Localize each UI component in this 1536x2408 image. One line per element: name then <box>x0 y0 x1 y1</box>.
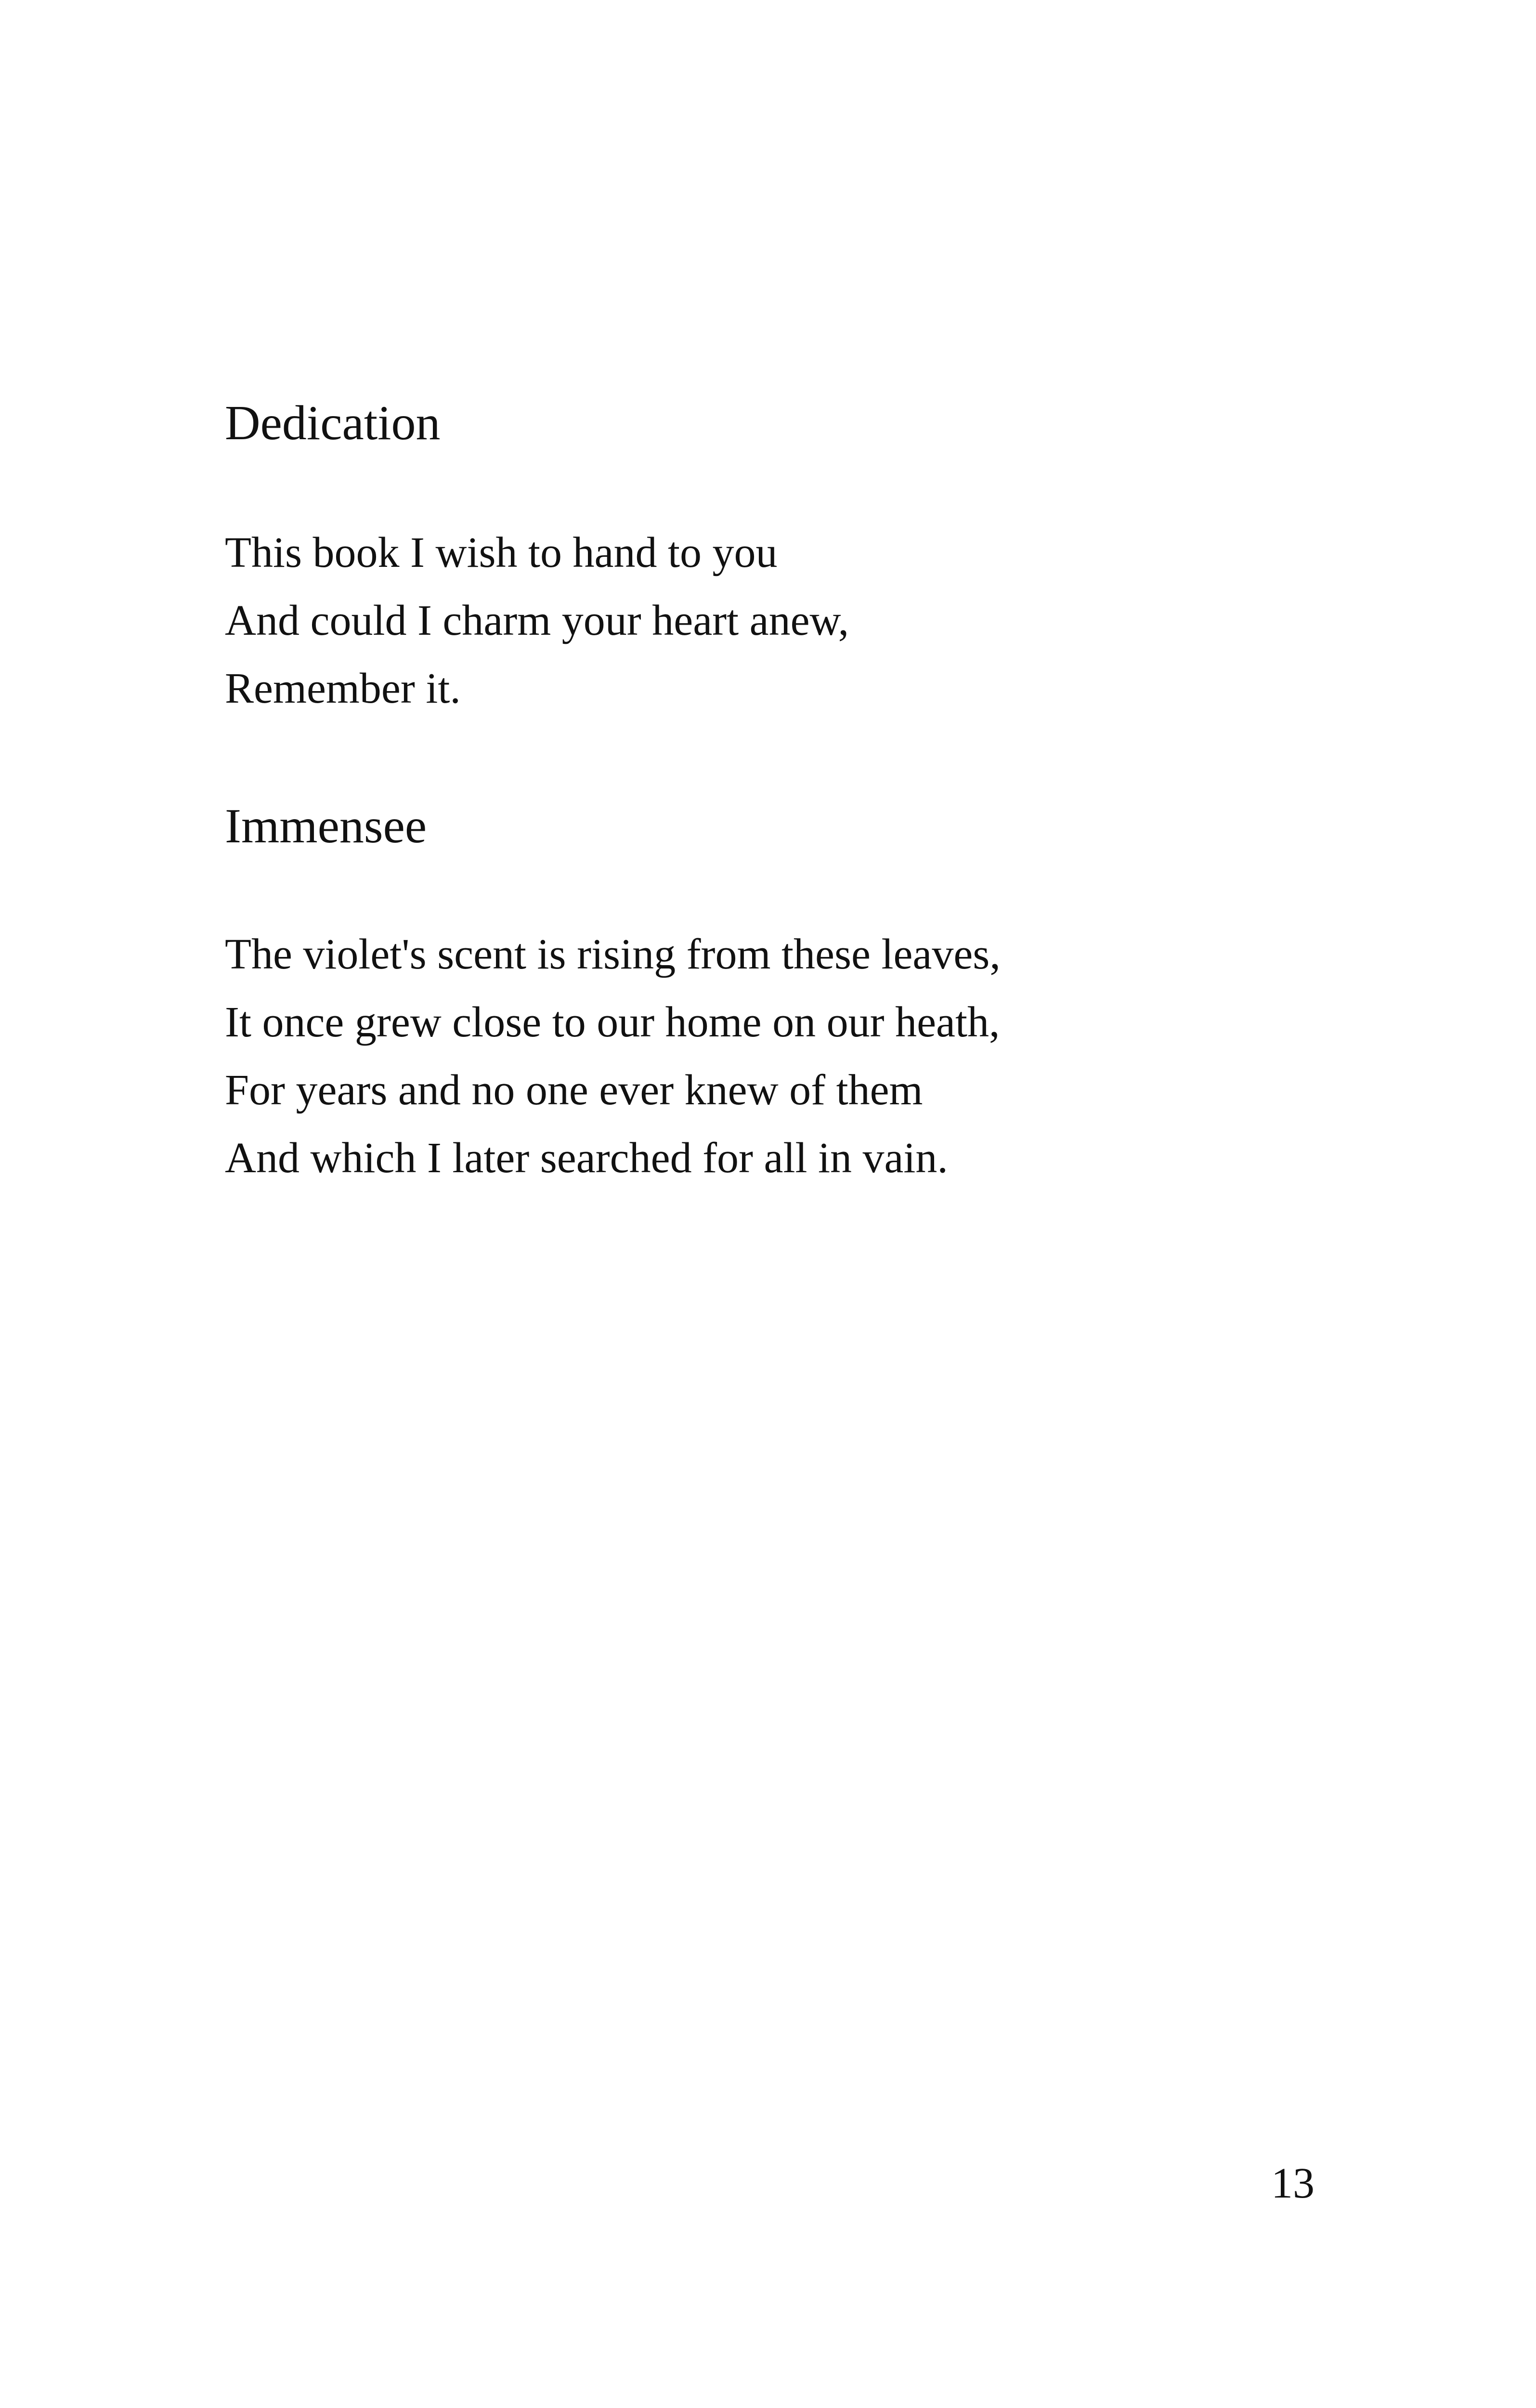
immensee-heading: Immensee <box>225 799 427 853</box>
verse-line: And which I later searched for all in vain. <box>225 1134 948 1182</box>
verse-line: This book I wish to hand to you <box>225 529 778 576</box>
verse-line: And could I charm your heart anew, <box>225 597 849 644</box>
immensee-verse <box>225 920 1001 1192</box>
dedication-heading: Dedication <box>225 396 441 450</box>
verse-line: The violet's scent is rising from these leaves, <box>225 930 1001 978</box>
verse-line: It once grew close to our home on our heath, <box>225 998 1000 1046</box>
verse-line: Remember it. <box>225 665 461 712</box>
verse-line: For years and no one ever knew of them <box>225 1066 923 1114</box>
page-number: 13 <box>1271 2159 1315 2207</box>
dedication-verse <box>225 519 849 722</box>
